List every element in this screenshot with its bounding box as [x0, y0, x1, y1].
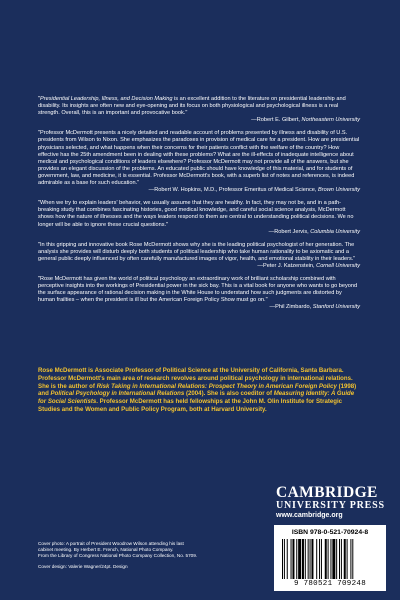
blurb-text: "Rose McDermott has given the world of political psychology an extraordinary work of brilliant scholarship combined with perceptive insights into the workings of Presidential power in the sick bay. This is a vital book for anyone who wants to go beyond the surface appearance of rational decision making in the White House to understand how such judgments are distorted by human frailties – when the president is ill but the American Foreign Policy Show must go on." [38, 276, 358, 304]
author-bio: Rose McDermott is Associate Professor of Political Science at the University of California, Santa Barbara. Professor McDermott's main area of research revolves around political psychology in international relations. She is the author of Risk Taking in International Relations: Prospect Theory in American Foreign Policy (1998) and Political Psychology in International Relations (2004). She is also coeditor of Measuring Identity: A Guide for Social Scientists. Professor McDermott has held fellowships at the John M. Olin Institute for Strategic Studies and the Women and Public Policy Program, both at Harvard University. [38, 367, 357, 413]
publisher-name: CAMBRIDGE [276, 484, 378, 501]
blurb-attribution: —Phil Zimbardo, Stanford University [269, 304, 360, 311]
blurb-text: "In this gripping and innovative book Rose McDermott shows why she is the leading political psychologist of her generation. The analysis she provides will disturb deeply both students of political leadership who take human rationality to be axiomatic and a general public deeply influenced by often carefully manufactured images of vigor, health, and emotional stability in their leaders." [38, 241, 356, 262]
publisher-url: www.cambridge.org [276, 512, 343, 519]
blurb-katzenstein [38, 242, 360, 270]
barcode-panel [274, 525, 386, 591]
blurb-text: "Presidential Leadership, Illness, and Decision Making is an excellent addition to the literature on presidential leadership and disability. Its insights are often new and eye-opening and its focus on both physiological and psychological illness is a real strength. Overall, this is an important and provocative book." [38, 96, 346, 117]
blurb-jervis [38, 200, 360, 235]
blurb-text: "Professor McDermott presents a nicely detailed and readable account of problems presented by illness and disability of U.S. presidents from Wilson to Nixon. She emphasizes the paradoxes in provision of medical care for a president. How are presidential physicians selected, and what happens when their concerns for their patients conflict with the welfare of the country? How effective has the 25th amendment been in dealing with these problems? What are the ill-effects of inadequate intelligence about medical and psychological conditions of leaders elsewhere? Professor McDermott may not provide all of the answers, but she provides an elegant discussion of the problems. An educated public should have knowledge of this material, and for students of government, law, and medicine, it is essential. Professor McDermott's book, with a superb list of notes and references, is indeed admirable as a base for such education." [38, 130, 360, 187]
blurb-attribution: —Robert W. Hopkins, M.D., Professor Emeritus of Medical Science, Brown University [148, 187, 360, 194]
credit-line: From the Library of Congress National Photo Company Collection, No. 5709. [38, 553, 198, 559]
blurb-attribution: —Robert Jervis, Columbia University [268, 228, 360, 235]
blurb-gilbert [38, 96, 360, 124]
credit-line: cabinet meeting. By Herbert E. French, National Photo Company. [38, 547, 174, 553]
blurb-attribution: —Peter J. Katzenstein, Cornell University [257, 262, 360, 269]
publisher-logo [276, 485, 386, 521]
blurb-zimbardo [38, 276, 360, 311]
barcode-number: 9 780521 709248 [293, 580, 366, 588]
blurbs-section [38, 96, 360, 318]
publisher-press: UNIVERSITY PRESS [276, 500, 385, 511]
barcode-icon [282, 539, 378, 579]
blurb-attribution: —Robert E. Gilbert, Northeastern University [251, 117, 360, 124]
blurb-hopkins [38, 130, 360, 194]
blurb-text: "When we try to explain leaders' behavior, we usually assume that they are healthy. In fact, they may not be, and in a path-breaking study that combines fascinating histories, good medical knowledge, and careful social science analysis, McDermott shows how the nature of illnesses and the ways leaders respond to them are central to understanding political decisions. We no longer will be able to ignore these crucial questions." [38, 200, 354, 228]
credit-line: Cover design: Valerie Wagner/24pt. Design [38, 563, 128, 569]
book-title: Presidential Leadership, Illness, and Decision Making [40, 96, 173, 102]
credit-line: Cover photo: A portrait of President Woodrow Wilson attending his last [38, 541, 184, 546]
isbn-label: ISBN 978-0-521-70924-8 [291, 529, 369, 536]
cover-credits [38, 541, 268, 570]
